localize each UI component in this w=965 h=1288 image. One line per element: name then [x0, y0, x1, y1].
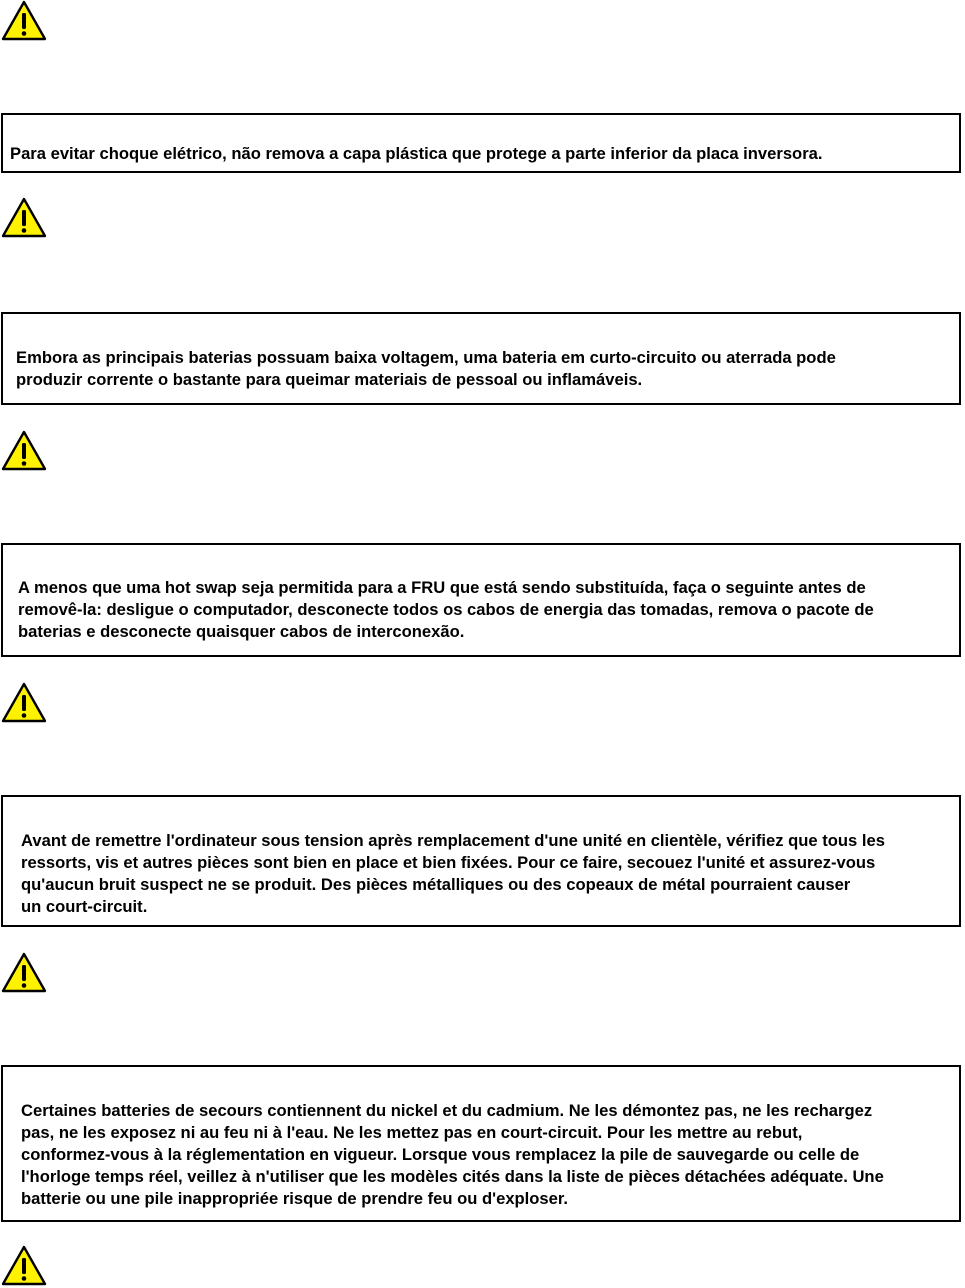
- notice-box: [1, 795, 961, 927]
- notice-text: Certaines batteries de secours contiennent du nickel et du cadmium. Ne les démontez pas, ne les rechargez pas, ne les exposez ni au feu ni à l'eau. Ne les mettez pas en court-circuit. Pour les mettre au rebut, conformez-vous à la réglementation en vigueur. Lorsque vous remplacez la pile de sauvegarde ou celle de l'horloge temps réel, veillez à n'utiliser que les modèles cités dans la liste de pièces détachées adéquate. Une batterie ou une pile inappropriée risque de prendre feu ou d'exploser.: [21, 1101, 884, 1208]
- notice-text: Embora as principais baterias possuam baixa voltagem, uma bateria em curto-circuito ou aterrada pode produzir corrente o bastante para queimar materiais de pessoal ou inflamáveis.: [16, 348, 836, 389]
- notice-text: Avant de remettre l'ordinateur sous tension après remplacement d'une unité en clientèle, vérifiez que tous les ressorts, vis et autres pièces sont bien en place et bien fixées. Pour ce faire, secouez l'unité et assurez-vous qu'aucun bruit suspect ne se produit. Des pièces métalliques ou des copeaux de métal pourraient causer un court-circuit.: [21, 831, 885, 916]
- notice-text: Para evitar choque elétrico, não remova a capa plástica que protege a parte inferior da placa inversora.: [10, 144, 823, 163]
- warning-triangle-icon: [1, 682, 47, 724]
- notice-box: [1, 1065, 961, 1222]
- notice-box: [1, 312, 961, 405]
- notice-text: A menos que uma hot swap seja permitida para a FRU que está sendo substituída, faça o seguinte antes de removê-la: desligue o computador, desconecte todos os cabos de energia das tomadas, remova o pacote de baterias e desconecte quaisquer cabos de interconexão.: [18, 578, 874, 641]
- warning-triangle-icon: [1, 0, 47, 42]
- notice-box: [1, 113, 961, 173]
- warning-triangle-icon: [1, 430, 47, 472]
- notice-box: [1, 543, 961, 657]
- warning-triangle-icon: [1, 952, 47, 994]
- warning-triangle-icon: [1, 1245, 47, 1287]
- warning-triangle-icon: [1, 197, 47, 239]
